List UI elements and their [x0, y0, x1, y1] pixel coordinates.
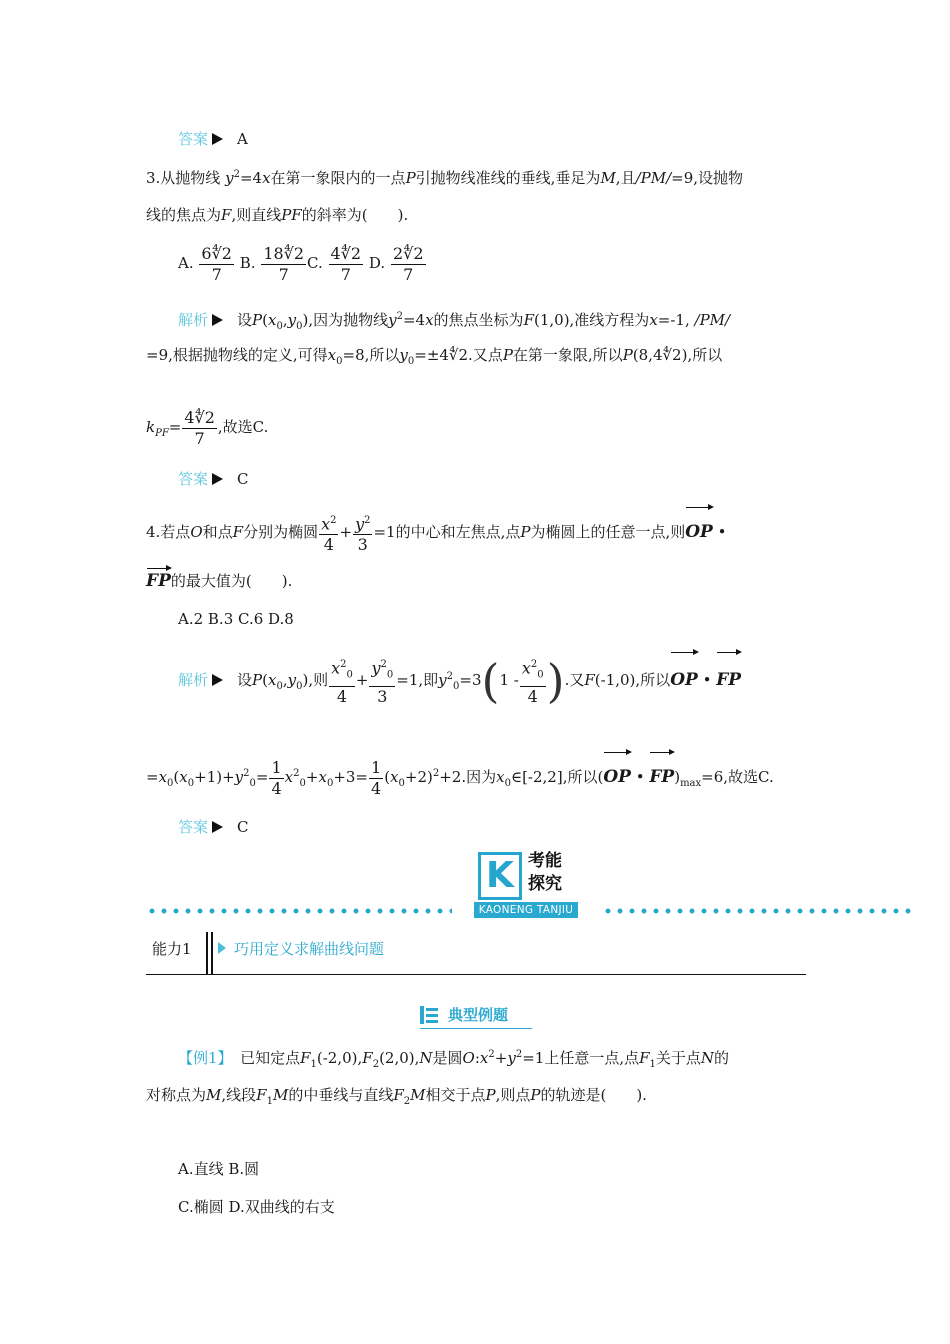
triangle-icon [212, 821, 223, 833]
list-icon [420, 1006, 438, 1024]
answer-tag: 答案 [178, 818, 209, 836]
triangle-icon [212, 473, 223, 485]
fraction: $\frac{6∜2}{7}$ [201, 243, 232, 284]
q3-line2 [146, 204, 408, 226]
triangle-icon [218, 942, 226, 954]
heading-title: 典型例题 [448, 1006, 509, 1024]
q3-solution-line1: 解析 设$P(x_0,y_0)$,因为抛物线$y^2=4x$的焦点坐标为F(1,0),准线方程为x=-1, /PM/ [178, 311, 731, 332]
q4-solution-line1: 解析 设$P(x_0,y_0)$,则 $\frac{x^2_0}{4}$ + $\frac{y^2_0}{3}$ =1,即$y^2_0=3(1$ - $\frac{x^2_0}{4}$ ).又F(-1,0),所以OP • FP [178, 650, 741, 713]
text: =4 [239, 169, 263, 187]
triangle-icon [212, 133, 223, 145]
q4-line1: 4.若点O和点F分别为椭圆 $\frac{x^2}{4}$ + $\frac{y^2}{3}$ =1的中心和左焦点,点P为椭圆上的任意一点,则OP • [146, 505, 726, 555]
option-label: D. [368, 254, 386, 272]
fraction: $\frac{4∜2}{7}$ [330, 243, 362, 284]
answer-line-q4 [178, 816, 249, 838]
logo-text: 考能 探究 [528, 851, 562, 894]
vector-OP: OP [685, 505, 713, 555]
text: 线的焦点为 [146, 206, 222, 224]
divider [206, 932, 208, 974]
answer-value: C [237, 470, 249, 488]
text: =9,设抛物 [671, 169, 744, 187]
math-var: F [221, 206, 232, 224]
math-var: M [600, 169, 616, 187]
section-heading [420, 1004, 532, 1029]
text: ,且 [615, 169, 636, 187]
text: 3.从抛物线 [146, 169, 221, 187]
q3-solution-line2: =9,根据抛物线的定义,可得$x_0=8$,所以$y_0=\pm 4∜2$.又点P在第一象限,所以P(8,4∜2),所以 [146, 346, 723, 367]
ability-label: 能力1 [152, 940, 192, 958]
vector-FP: FP [649, 750, 674, 800]
example-tag: 【例1】 [178, 1049, 226, 1067]
analysis-tag: 解析 [178, 311, 209, 329]
ex1-line2: 对称点为M,线段$F_1M$的中垂线与直线$F_2M$相交于点P,则点P的轨迹是( ). [146, 1086, 647, 1107]
fraction: $\frac{2∜2}{7}$ [392, 243, 424, 284]
ability-header [146, 932, 806, 975]
q4-line2: FP的最大值为( ). [146, 566, 292, 592]
answer-tag: 答案 [178, 470, 209, 488]
math-var: y [225, 169, 234, 187]
answer-value: A [237, 130, 248, 148]
dotted-divider-right [602, 908, 912, 914]
ex1-line1: 【例1】 已知定点$F_1(-2,0),F_2(2,0),N$是圆$O:x^2+y^2=1$上任意一点,点$F_1$关于点N的 [178, 1049, 730, 1070]
answer-tag: 答案 [178, 130, 209, 148]
triangle-icon [212, 674, 223, 686]
fraction: $\frac{y^2}{3}$ [353, 511, 372, 555]
vector-FP: FP [716, 650, 741, 706]
math-var: PF [281, 206, 302, 224]
answer-value: C [237, 818, 249, 836]
fraction: $\frac{x^2_0}{4}$ [520, 655, 546, 707]
fraction: $\frac{y^2_0}{3}$ [369, 655, 395, 707]
q3-solution-line3: $k_{PF}=$ $\frac{4∜2}{7}$ ,故选C. [146, 407, 269, 448]
math-var: x [262, 169, 271, 187]
ability-title: 巧用定义求解曲线问题 [234, 940, 385, 958]
fraction: $\frac{1}{4}$ [371, 757, 382, 798]
option-label: C. [307, 254, 323, 272]
fraction: $\frac{18∜2}{7}$ [263, 243, 305, 284]
q4-options: A.2 B.3 C.6 D.8 [178, 610, 294, 628]
text: 引抛物线准线的垂线,垂足为 [415, 169, 601, 187]
k-logo-icon: K [478, 852, 522, 900]
option-label: A. [178, 254, 194, 272]
answer-line-q3 [178, 468, 249, 490]
answer-line-q2 [178, 128, 248, 150]
logo-band: KAONENG TANJIU [474, 902, 578, 918]
fraction: $\frac{x^2}{4}$ [319, 511, 338, 555]
analysis-tag: 解析 [178, 671, 209, 689]
divider [211, 932, 213, 974]
fraction: $\frac{1}{4}$ [271, 757, 282, 798]
vector-OP: OP [670, 650, 698, 706]
math-var: P [405, 169, 416, 187]
q3-line1: 3.从抛物线 $y^2=4x$在第一象限内的一点P引抛物线准线的垂线,垂足为M,且/PM/=9,设抛物 [146, 169, 744, 187]
q4-solution-line2: $=x_0(x_0+1)+y^2_0=$ $\frac{1}{4}$ $x^2_0+x_0+3=$ $\frac{1}{4}$ $(x_0+2)^2+2$.因为$x_0\in[-2,2]$,所以(OP • $FP)_{max}=6$,故选C. [146, 750, 774, 807]
math-var: /PM/ [635, 169, 672, 187]
ex1-options-1: A.直线 B.圆 [178, 1160, 260, 1178]
fraction: $\frac{4∜2}{7}$ [184, 407, 215, 448]
option-label: B. [239, 254, 256, 272]
triangle-icon [212, 314, 223, 326]
text: 的斜率为( ). [301, 206, 409, 224]
vector-FP: FP [146, 566, 171, 592]
kaoneng-logo [474, 850, 578, 920]
text: ,则直线 [231, 206, 282, 224]
text: 设 [237, 311, 253, 329]
vector-OP: OP [603, 750, 631, 800]
fraction: $\frac{x^2_0}{4}$ [329, 655, 355, 707]
q3-options [178, 240, 427, 286]
ex1-options-2: C.椭圆 D.双曲线的右支 [178, 1198, 335, 1216]
text: 在第一象限内的一点 [270, 169, 406, 187]
dotted-divider-left [146, 908, 452, 914]
